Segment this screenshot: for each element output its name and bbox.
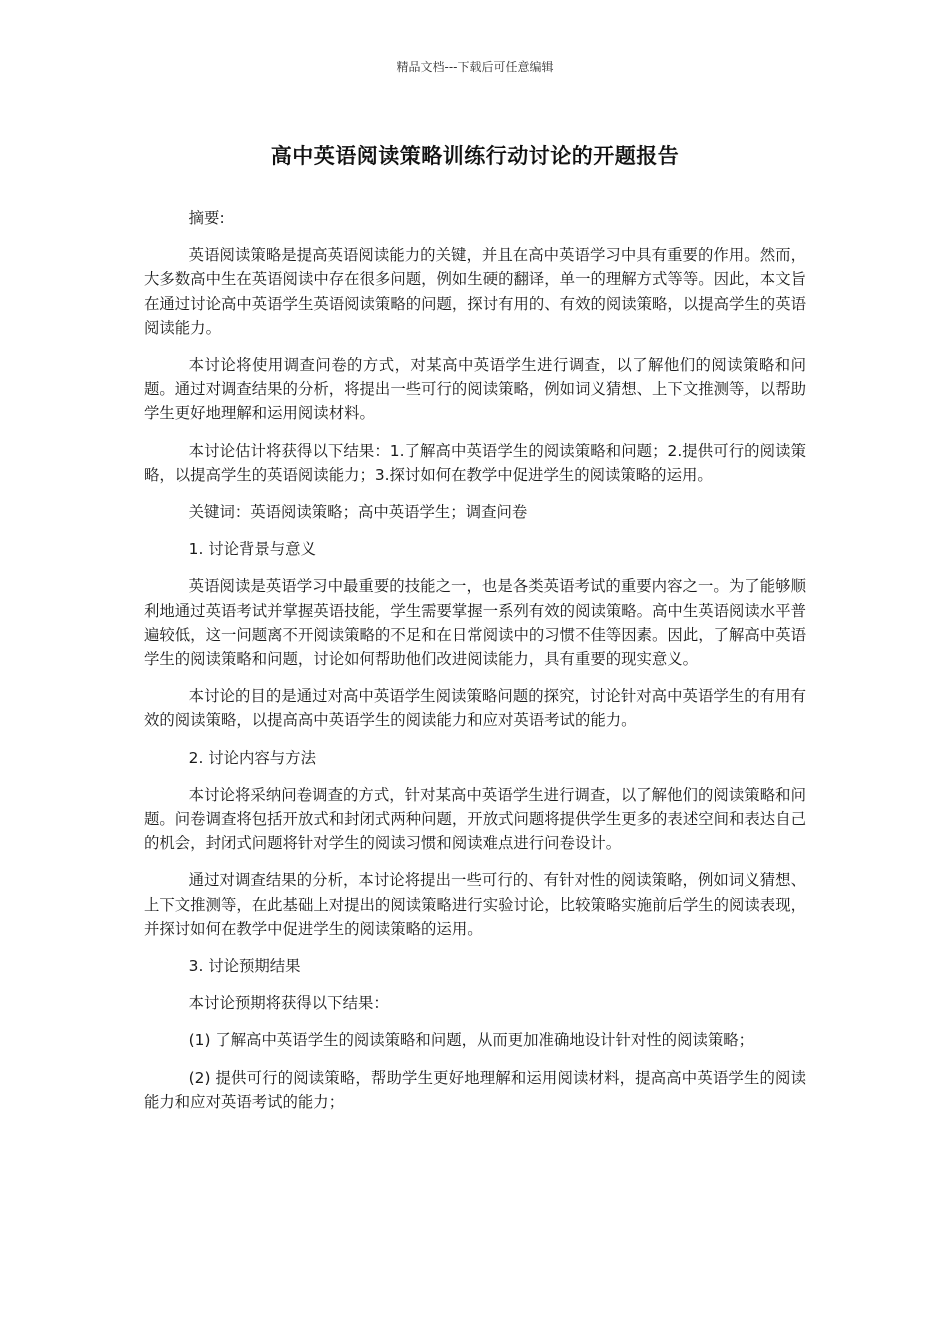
document-title: 高中英语阅读策略训练行动讨论的开题报告 xyxy=(270,144,680,168)
section-2-paragraph-1: 本讨论将采纳问卷调查的方式，针对某高中英语学生进行调查，以了解他们的阅读策略和问题。问卷调查将包括开放式和封闭式两种问题，开放式问题将提供学生更多的表述空间和表达自己的机会，封闭式问题将针对学生的阅读习惯和阅读难点进行问卷设计。 xyxy=(144,785,806,853)
section-3-intro: 本讨论预期将获得以下结果： xyxy=(188,994,389,1013)
result-item-2: (2) 提供可行的阅读策略，帮助学生更好地理解和运用阅读材料，提高高中英语学生的阅读能力和应对英语考试的能力； xyxy=(144,1068,806,1111)
section-heading-2: 2. 讨论内容与方法 xyxy=(188,748,316,767)
abstract-paragraph-2: 本讨论将使用调查问卷的方式，对某高中英语学生进行调查，以了解他们的阅读策略和问题。通过对调查结果的分析，将提出一些可行的阅读策略，例如词义猜想、上下文推测等，以帮助学生更好地理解和运用阅读材料。 xyxy=(144,356,806,423)
section-1-paragraph-2: 本讨论的目的是通过对高中英语学生阅读策略问题的探究，讨论针对高中英语学生的有用有效的阅读策略，以提高高中英语学生的阅读能力和应对英语考试的能力。 xyxy=(144,687,806,730)
section-1-paragraph-1: 英语阅读是英语学习中最重要的技能之一，也是各类英语考试的重要内容之一。为了能够顺利地通过英语考试并掌握英语技能，学生需要掌握一系列有效的阅读策略。高中生英语阅读水平普遍较低，这一问题离不开阅读策略的不足和在日常阅读中的习惯不佳等因素。因此，了解高中英语学生的阅读策略和问题，讨论如何帮助他们改进阅读能力，具有重要的现实意义。 xyxy=(144,577,806,669)
result-item-1: (1) 了解高中英语学生的阅读策略和问题，从而更加准确地设计针对性的阅读策略； xyxy=(188,1031,755,1050)
section-2-paragraph-2: 通过对调查结果的分析，本讨论将提出一些可行的、有针对性的阅读策略，例如词义猜想、上下文推测等，在此基础上对提出的阅读策略进行实验讨论，比较策略实施前后学生的阅读表现，并探讨如何在教学中促进学生的阅读策略的运用。 xyxy=(144,871,806,938)
abstract-paragraph-3: 本讨论估计将获得以下结果：1.了解高中英语学生的阅读策略和问题；2.提供可行的阅读策略，以提高学生的英语阅读能力；3.探讨如何在教学中促进学生的阅读策略的运用。 xyxy=(144,441,806,484)
document-body xyxy=(144,206,806,1127)
section-heading-1: 1. 讨论背景与意义 xyxy=(188,540,316,559)
section-heading-3: 3. 讨论预期结果 xyxy=(188,957,301,976)
abstract-paragraph-1: 英语阅读策略是提高英语阅读能力的关键，并且在高中英语学习中具有重要的作用。然而，大多数高中生在英语阅读中存在很多问题，例如生硬的翻译，单一的理解方式等等。因此，本文旨在通过讨论高中英语学生英语阅读策略的问题，探讨有用的、有效的阅读策略，以提高学生的英语阅读能力。 xyxy=(144,246,806,337)
header-note: 精品文档---下载后可任意编辑 xyxy=(396,60,554,74)
abstract-heading: 摘要: xyxy=(188,209,225,227)
keywords-line: 关键词：英语阅读策略；高中英语学生；调查问卷 xyxy=(188,503,528,522)
